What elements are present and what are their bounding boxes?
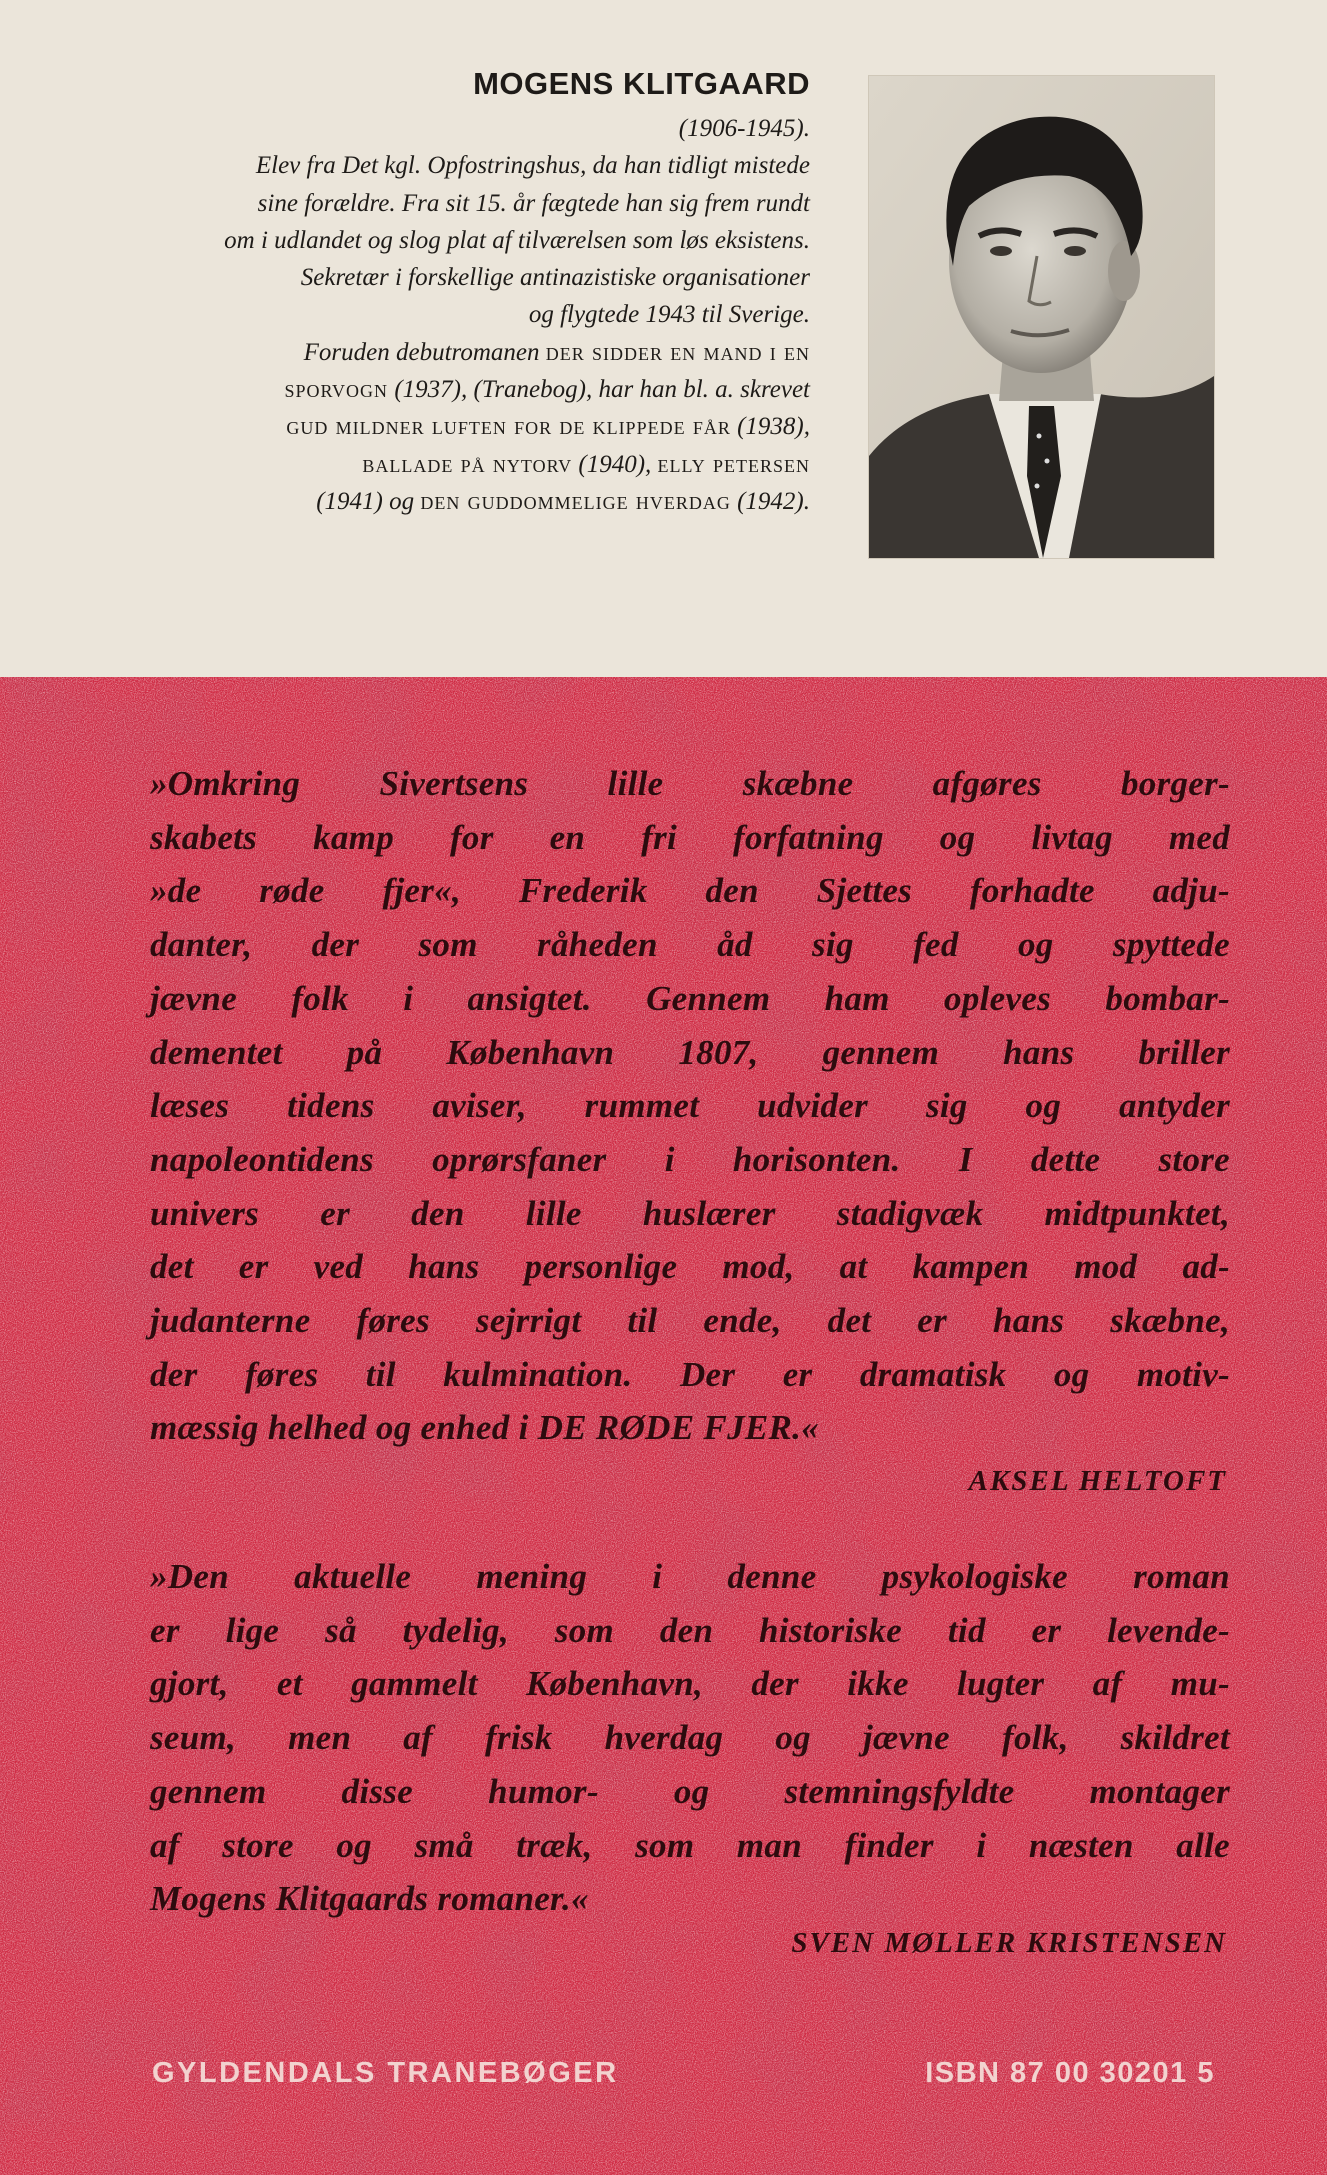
quote-line: er lige så tydelig, som den historiske tid er levende- <box>150 1610 1230 1650</box>
bio-text-segment: (1906-1945). <box>678 115 810 142</box>
bio-text-segment: (1937), (Tranebog), har han bl. a. skrevet <box>388 376 810 404</box>
isbn-number: ISBN 87 00 30201 5 <box>925 2057 1215 2089</box>
author-name: MOGENS KLITGAARD <box>473 66 810 101</box>
bio-line <box>40 446 810 483</box>
quote-line: napoleontidens oprørsfaner i horisonten. I dette store <box>150 1139 1230 1179</box>
quote-line: »Den aktuelle mening i denne psykologiske roman <box>150 1557 1230 1596</box>
quote-line: »Omkring Sivertsens lille skæbne afgøres borger- <box>150 764 1230 803</box>
quote-line: judanterne føres sejrrigt til ende, det er hans skæbne, <box>150 1301 1230 1341</box>
quote-line: dementet på København 1807, gennem hans briller <box>150 1032 1230 1072</box>
bio-line <box>40 222 810 259</box>
bio-text-segment: (1942). <box>730 487 810 515</box>
review-quote-heltoft <box>150 757 1230 1455</box>
quote-line: gjort, et gammelt København, der ikke lugter af mu- <box>150 1664 1230 1704</box>
quote-line: »de røde fjer«, Frederik den Sjettes forhadte adju- <box>150 871 1230 911</box>
book-title: sporvogn <box>284 376 389 404</box>
review-quote-kristensen <box>150 1550 1230 1926</box>
quote-line: skabets kamp for en fri forfatning og livtag med <box>150 817 1230 857</box>
bio-text-segment: (1941) og <box>316 487 421 515</box>
book-title: ballade på nytorv <box>362 450 573 478</box>
bio-line <box>40 371 810 408</box>
bio-text-segment: om i udlandet og slog plat af tilværelsen som løs eksistens. <box>224 226 810 254</box>
bio-line <box>40 334 810 371</box>
quote-line: Mogens Klitgaards romaner.« <box>150 1879 589 1919</box>
bio-text-segment: og flygtede 1943 til Sverige. <box>528 301 810 329</box>
publisher-imprint: GYLDENDALS TRANEBØGER <box>152 2057 619 2089</box>
quote-line: seum, men af frisk hverdag og jævne folk, skildret <box>150 1718 1230 1758</box>
portrait-photo-icon <box>869 76 1214 558</box>
attribution-kristensen: SVEN MØLLER KRISTENSEN <box>791 1927 1227 1959</box>
author-portrait <box>868 75 1215 559</box>
bio-line <box>40 185 810 222</box>
bio-line <box>40 147 810 184</box>
quote-line: gennem disse humor- og stemningsfyldte montager <box>150 1771 1230 1811</box>
review-panel <box>0 677 1327 2175</box>
book-title: der sidder en mand i en <box>545 338 810 366</box>
bio-text-segment: (1940), <box>572 450 658 478</box>
bio-text-segment: sine forældre. Fra sit 15. år fægtede han sig frem rundt <box>257 189 810 217</box>
bio-line <box>40 483 810 520</box>
bio-line <box>40 259 810 296</box>
bio-text <box>40 110 810 520</box>
quote-line: mæssig helhed og enhed i DE RØDE FJER.« <box>150 1408 820 1448</box>
bio-line <box>40 296 810 333</box>
quote-line: danter, der som råheden åd sig fed og spyttede <box>150 925 1230 965</box>
quote-line: læses tidens aviser, rummet udvider sig og antyder <box>150 1086 1230 1126</box>
bio-line <box>40 110 810 147</box>
quote-line: der føres til kulmination. Der er dramatisk og motiv- <box>150 1354 1230 1394</box>
book-title: gud mildner luften for de klippede får <box>286 413 731 441</box>
book-title: elly petersen <box>657 450 810 478</box>
bio-text-segment: Sekretær i forskellige antinazistiske organisationer <box>300 264 810 292</box>
book-title: den guddommelige hverdag <box>420 487 731 515</box>
quote-line: af store og små træk, som man finder i næsten alle <box>150 1825 1230 1865</box>
author-bio <box>40 62 810 520</box>
quote-line: jævne folk i ansigtet. Gennem ham opleves bombar- <box>150 978 1230 1018</box>
bio-line <box>40 408 810 445</box>
bio-text-segment: (1938), <box>730 413 810 441</box>
bio-text-segment: Elev fra Det kgl. Opfostringshus, da han tidligt mistede <box>255 152 810 180</box>
quote-line: univers er den lille huslærer stadigvæk midtpunktet, <box>150 1193 1230 1233</box>
author-panel <box>0 0 1327 677</box>
attribution-heltoft: AKSEL HELTOFT <box>968 1465 1227 1497</box>
quote-line: det er ved hans personlige mod, at kampen mod ad- <box>150 1247 1230 1287</box>
bio-text-segment: Foruden debutromanen <box>303 338 546 366</box>
